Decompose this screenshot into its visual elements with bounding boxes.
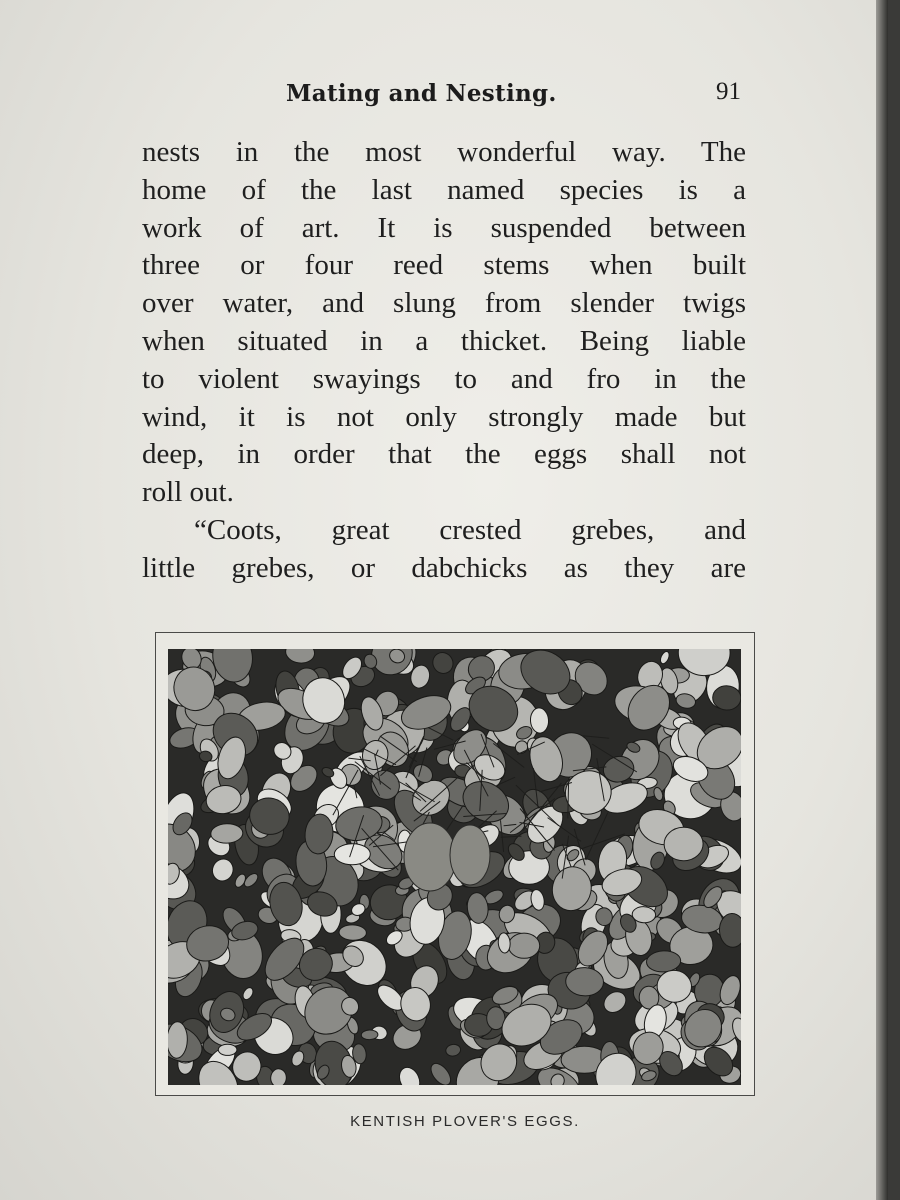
plate-caption: KENTISH PLOVER'S EGGS. [350,1113,580,1130]
text-line: little grebes, or dabchicks as they are [142,551,746,584]
pebble-beach-image [168,649,741,1085]
text-line: roll out. [142,476,234,509]
text-line: three or four reed stems when built [142,249,746,282]
chapter-title: Mating and Nesting. [286,80,557,107]
text-line: wind, it is not only strongly made but [142,400,746,433]
text-line: deep, in order that the eggs shall not [142,438,746,471]
text-line: work of art. It is suspended between [142,211,746,244]
body-text [142,134,746,588]
running-head [0,80,888,120]
photo-plate [155,632,755,1096]
text-line: home of the last named species is a [142,173,746,206]
page-number: 91 [716,78,741,105]
plover-eggs-photo [168,649,741,1085]
text-line: to violent swayings to and fro in the [142,362,746,395]
page-edge [876,0,888,1200]
text-line: nests in the most wonderful way. The [142,136,746,168]
text-line: over water, and slung from slender twigs [142,287,746,320]
text-line: when situated in a thicket. Being liable [142,324,746,357]
text-line: “Coots, great crested grebes, and [194,513,746,546]
